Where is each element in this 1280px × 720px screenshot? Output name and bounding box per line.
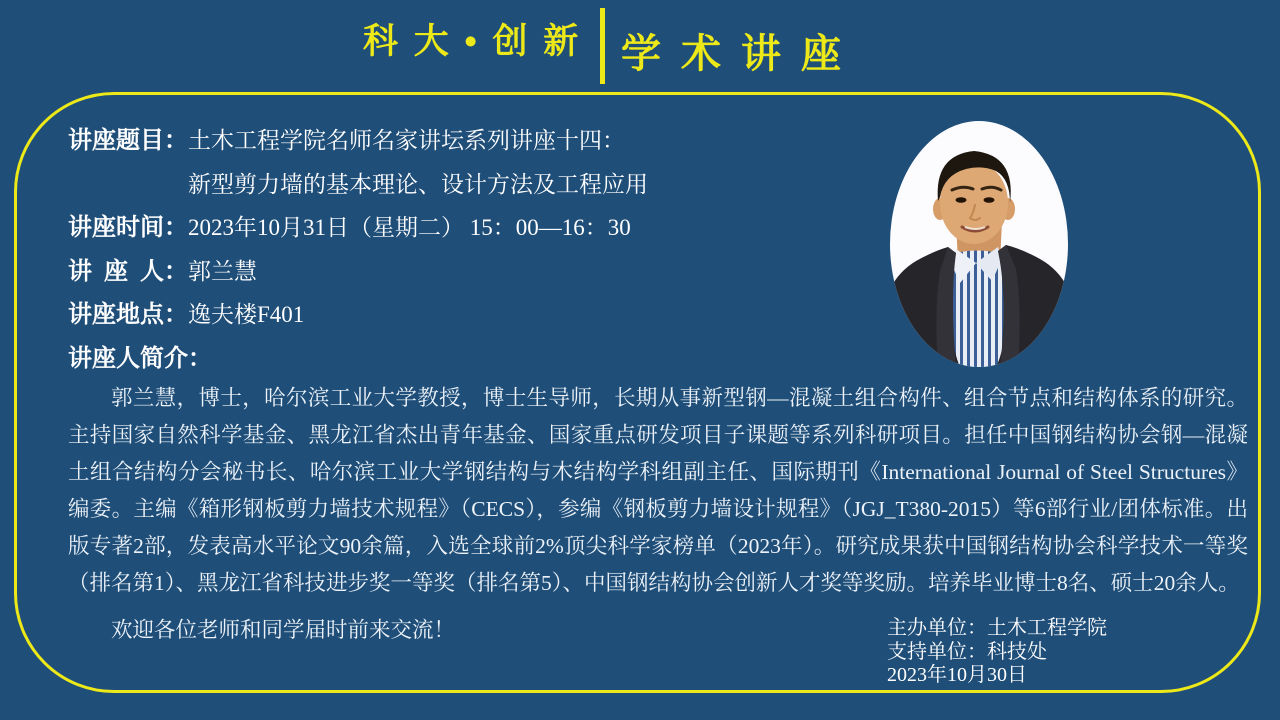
- location-value: 逸夫楼F401: [188, 302, 305, 327]
- info-row-bio-heading: [68, 337, 880, 381]
- support-unit: 支持单位：科技处: [887, 640, 1047, 663]
- publish-date: 2023年10月30日: [887, 664, 1027, 686]
- speaker-label: 讲 座 人：: [68, 257, 188, 285]
- info-row-location: [68, 293, 880, 337]
- time-label: 讲座时间：: [68, 214, 188, 241]
- header-divider: [600, 8, 605, 84]
- info-row-time: [68, 206, 880, 250]
- speaker-photo: [890, 121, 1068, 367]
- welcome-line: 欢迎各位老师和同学届时前来交流！: [111, 618, 456, 642]
- colon: ：: [164, 214, 188, 241]
- colon: ：: [188, 344, 212, 372]
- info-row-topic: [68, 119, 880, 206]
- speaker-portrait-image: [890, 121, 1068, 367]
- location-label: 讲座地点：: [68, 301, 188, 328]
- bio-heading-label: 讲座人简介：: [68, 344, 212, 372]
- bio-paragraph: 郭兰慧，博士，哈尔滨工业大学教授，博士生导师，长期从事新型钢—混凝土组合构件、组合节点和结构体系的研究。主持国家自然科学基金、黑龙江省杰出青年基金、国家重点研发项目子课题等系列科研项目。担任中国钢结构协会钢—混凝土组合结构分会秘书长、哈尔滨工业大学钢结构与木结构学科组副主任、国际期刊《International Journal of Steel Structures》编委。主编《箱形钢板剪力墙技术规程》（CECS），参编《钢板剪力墙设计规程》（JGJ_T380-2015）等6部行业/团体标准。出版专著2部，发表高水平论文90余篇，入选全球前2%顶尖科学家榜单（2023年）。研究成果获中国钢结构协会科学技术一等奖（排名第1）、黑龙江省科技进步奖一等奖（排名第5）、中国钢结构协会创新人才奖等奖励。培养毕业博士8名、硕士20余人。: [68, 386, 1248, 595]
- speaker-value: 郭兰慧: [188, 258, 257, 284]
- colon: ：: [164, 301, 188, 328]
- lecture-info: [68, 119, 880, 380]
- colon: ：: [164, 127, 188, 154]
- page-title: 学术讲座: [621, 32, 861, 76]
- header: [0, 0, 1252, 96]
- colon: ：: [164, 257, 188, 285]
- topic-label: 讲座题目：: [68, 127, 188, 154]
- brand-title: 科大•创新: [362, 22, 594, 61]
- time-value: 2023年10月31日（星期二） 15：00—16：30: [188, 215, 631, 240]
- info-row-speaker: [68, 250, 880, 294]
- footer-block: [887, 617, 1107, 688]
- topic-value: 土木工程学院名师名家讲坛系列讲座十四： 新型剪力墙的基本理论、设计方法及工程应用: [188, 128, 648, 197]
- host-unit: 主办单位：土木工程学院: [887, 617, 1107, 639]
